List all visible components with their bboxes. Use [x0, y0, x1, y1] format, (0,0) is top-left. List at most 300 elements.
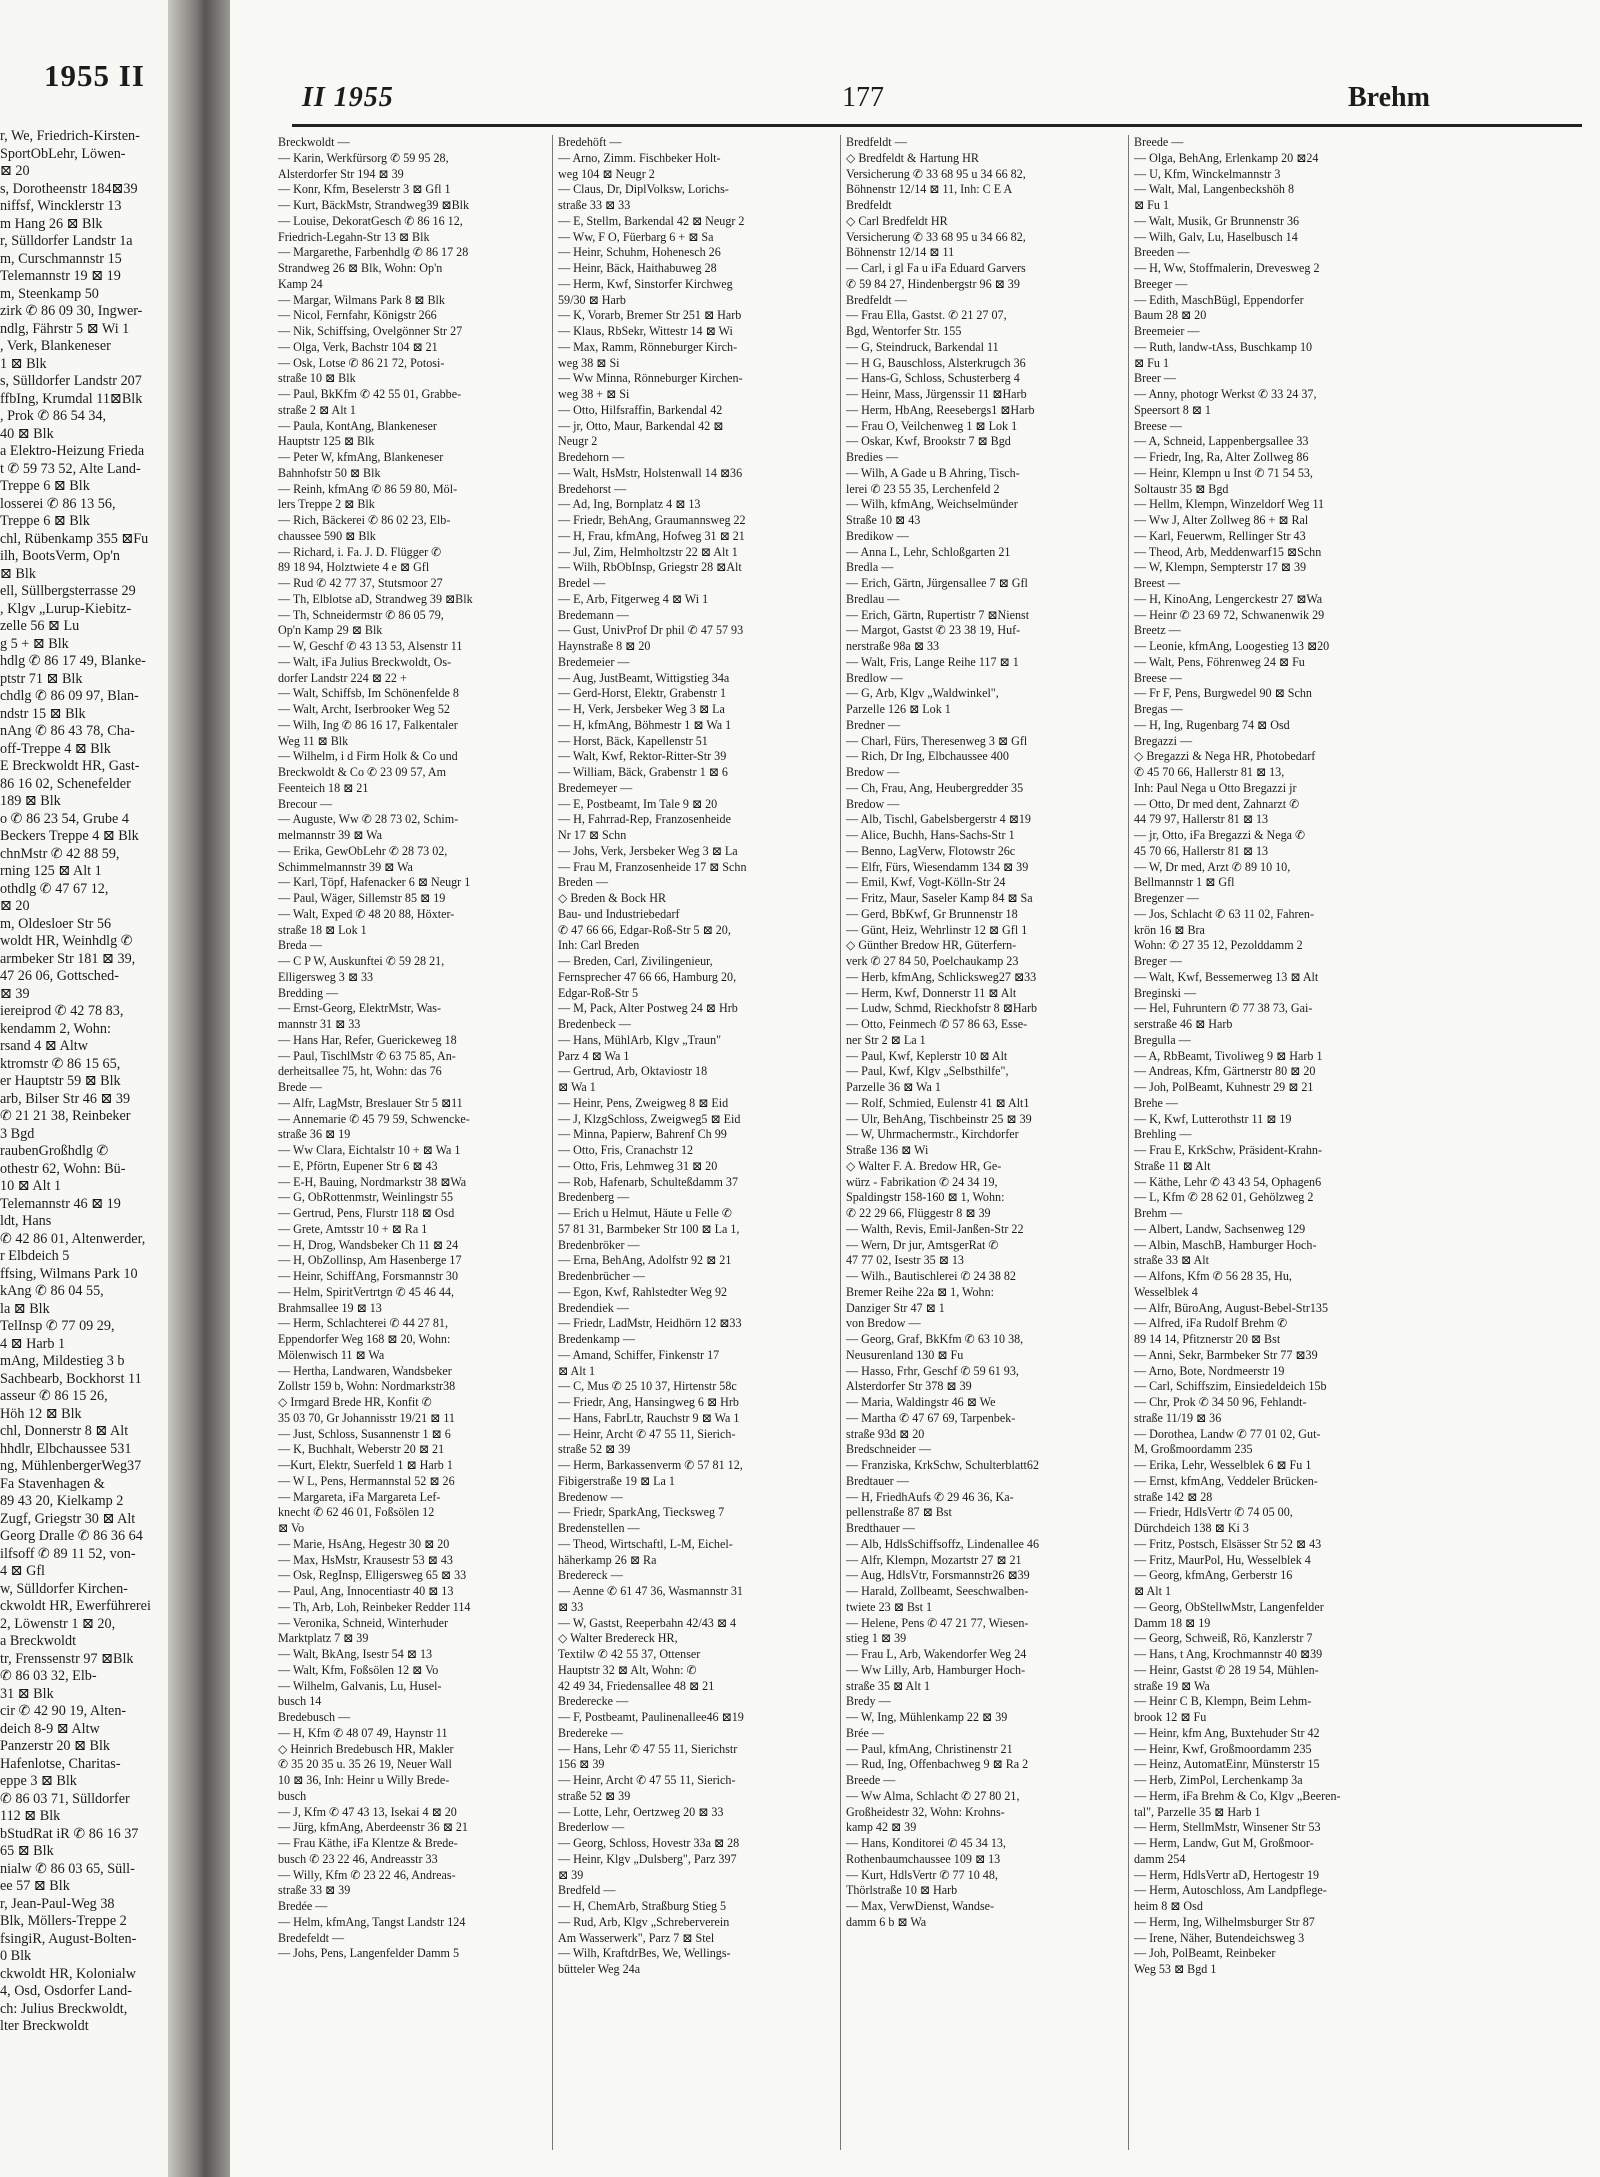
- left-page-entry-line: off-Treppe 4 ⊠ Blk: [0, 740, 111, 757]
- directory-entry-line: Parzelle 126 ⊠ Lok 1: [846, 702, 951, 716]
- directory-entry-line: — Elfr, Fürs, Wiesendamm 134 ⊠ 39: [846, 859, 1029, 874]
- directory-entry-line: Bredenbrücher —: [558, 1269, 645, 1283]
- directory-entry-line: Elligersweg 3 ⊠ 33: [278, 969, 374, 984]
- directory-entry-line: — Gust, UnivProf Dr phil ✆ 47 57 93: [558, 623, 744, 638]
- left-page-entry-line: 4 ⊠ Gfl: [0, 1563, 45, 1579]
- left-page-entry-line: 0 Blk: [0, 1948, 32, 1964]
- directory-entry-line: weg 38 + ⊠ Si: [558, 387, 630, 401]
- directory-entry-line: ◇ Walter Bredereck HR,: [558, 1631, 678, 1646]
- directory-entry-line: — Wilh, Galv, Lu, Haselbusch 14: [1134, 229, 1298, 244]
- directory-entry-line: — Walt, Schiffsb, Im Schönenfelde 8: [278, 686, 459, 701]
- directory-entry-line: — Paul, TischlMstr ✆ 63 75 85, An-: [278, 1048, 456, 1063]
- directory-entry-line: — E-H, Bauing, Nordmarkstr 38 ⊠Wa: [278, 1174, 467, 1189]
- left-page-entry-line: Blk, Möllers-Treppe 2: [0, 1913, 127, 1929]
- directory-entry-line: — Walt, Kwf, Rektor-Ritter-Str 39: [558, 749, 727, 764]
- left-page-entry-line: zirk ✆ 86 09 30, Ingwer-: [0, 303, 143, 319]
- directory-entry-line: — Walt, Kwf, Bessemerweg 13 ⊠ Alt: [1134, 969, 1319, 984]
- directory-entry-line: — Lotte, Lehr, Oertzweg 20 ⊠ 33: [558, 1804, 724, 1819]
- directory-entry-line: Breda —: [278, 938, 322, 953]
- directory-entry-line: — Nik, Schiffsing, Ovelgönner Str 27: [278, 324, 463, 338]
- left-page-entry-line: 3 Bgd: [0, 1125, 35, 1142]
- directory-entry-line: — Herm, Kwf, Sinstorfer Kirchweg: [558, 276, 733, 291]
- directory-entry-line: 45 70 66, Hallerstr 81 ⊠ 13: [1134, 843, 1269, 858]
- directory-entry-line: 42 49 34, Friedensallee 48 ⊠ 21: [558, 1678, 715, 1693]
- directory-entry-line: Breden —: [558, 875, 609, 890]
- directory-entry-line: — M, Pack, Alter Postweg 24 ⊠ Hrb: [558, 1001, 738, 1016]
- directory-entry-line: ◇ Irmgard Brede HR, Konfit ✆: [278, 1395, 432, 1409]
- directory-entry-line: — Chr, Prok ✆ 34 50 96, Fehlandt-: [1134, 1395, 1307, 1409]
- directory-entry-line: Thörlstraße 10 ⊠ Harb: [846, 1883, 958, 1898]
- directory-entry-line: tal", Parzelle 35 ⊠ Harb 1: [1134, 1804, 1261, 1819]
- left-page-entry-line: ndlg, Fährstr 5 ⊠ Wi 1: [0, 320, 130, 337]
- directory-entry-line: Breckwoldt —: [278, 135, 350, 149]
- directory-entry-line: Hauptstr 125 ⊠ Blk: [278, 434, 375, 449]
- directory-entry-line: — Frau E, KrkSchw, Präsident-Krahn-: [1134, 1143, 1322, 1157]
- left-page-entry-line: , Klgv „Lurup-Kiebitz-: [0, 600, 132, 617]
- left-page-entry-line: ilfsoff ✆ 89 11 52, von-: [0, 1545, 136, 1562]
- directory-entry-line: Bredfeldt —: [846, 135, 907, 149]
- directory-entry-line: — Hasso, Frhr, Geschf ✆ 59 61 93,: [846, 1363, 1019, 1378]
- directory-entry-line: — Erika, Lehr, Wesselblek 6 ⊠ Fu 1: [1134, 1458, 1312, 1472]
- directory-entry-line: — Th, Schneidermstr ✆ 86 05 79,: [278, 607, 444, 622]
- directory-entry-line: ⊠ Alt 1: [558, 1363, 596, 1378]
- directory-entry-line: — Theod, Arb, Meddenwarf15 ⊠Schn: [1134, 544, 1322, 559]
- directory-entry-line: — Benno, LagVerw, Flotowstr 26c: [846, 843, 1016, 858]
- directory-entry-line: Parzelle 36 ⊠ Wa 1: [846, 1080, 941, 1094]
- left-page-entry-line: 112 ⊠ Blk: [0, 1808, 61, 1824]
- directory-entry-line: — Gertrud, Pens, Flurstr 118 ⊠ Osd: [278, 1206, 455, 1220]
- column-divider: [552, 135, 553, 2150]
- directory-entry-line: — Max, Ramm, Rönneburger Kirch-: [558, 339, 738, 354]
- directory-entry-line: 156 ⊠ 39: [558, 1757, 605, 1772]
- directory-entry-line: Hauptstr 32 ⊠ Alt, Wohn: ✆: [558, 1662, 697, 1677]
- directory-entry-line: — J, Kfm ✆ 47 43 13, Isekai 4 ⊠ 20: [278, 1804, 457, 1819]
- left-page-entry-line: 31 ⊠ Blk: [0, 1685, 54, 1702]
- directory-entry-line: — Louise, DekoratGesch ✆ 86 16 12,: [278, 213, 463, 228]
- directory-entry-line: Nr 17 ⊠ Schn: [558, 828, 627, 842]
- directory-entry-line: — Harald, Zollbeamt, Seeschwalben-: [846, 1584, 1029, 1598]
- directory-entry-line: Baum 28 ⊠ 20: [1134, 308, 1207, 323]
- directory-entry-line: — Margot, Gastst ✆ 23 38 19, Huf-: [846, 623, 1021, 638]
- directory-entry-line: Inh: Paul Nega u Otto Bregazzi jr: [1134, 780, 1297, 795]
- column-divider: [840, 135, 841, 2150]
- directory-entry-line: — Wilh, kfmAng, Weichselmünder: [846, 497, 1018, 512]
- directory-entry-line: — Otto, Fris, Lehmweg 31 ⊠ 20: [558, 1158, 718, 1173]
- directory-entry-line: Bredikow —: [846, 528, 909, 543]
- directory-entry-line: — Maria, Waldingstr 46 ⊠ We: [846, 1395, 996, 1409]
- directory-entry-line: — Erna, BehAng, Adolfstr 92 ⊠ 21: [558, 1253, 732, 1268]
- directory-entry-line: — Ww Alma, Schlacht ✆ 27 80 21,: [846, 1788, 1020, 1803]
- directory-entry-line: — Georg, Schweiß, Rö, Kanzlerstr 7: [1134, 1631, 1313, 1646]
- directory-entry-line: — Th, Arb, Loh, Reinbeker Redder 114: [278, 1599, 471, 1614]
- directory-entry-line: — Otto, Feinmech ✆ 57 86 63, Esse-: [846, 1017, 1028, 1031]
- directory-entry-line: — Alb, HdlsSchiffsoffz, Lindenallee 46: [846, 1536, 1040, 1551]
- directory-entry-line: Speersort 8 ⊠ 1: [1134, 402, 1211, 417]
- directory-entry-line: — Anni, Sekr, Barmbeker Str 77 ⊠39: [1134, 1347, 1318, 1362]
- directory-entry-line: — Alfr, Klempn, Mozartstr 27 ⊠ 21: [846, 1552, 1022, 1567]
- directory-entry-line: Brederecke —: [558, 1694, 629, 1709]
- directory-entry-line: busch 14: [278, 1694, 322, 1709]
- directory-entry-line: Weg 11 ⊠ Blk: [278, 733, 349, 748]
- left-page-entry-line: s, Dorotheenstr 184⊠39: [0, 180, 138, 197]
- directory-entry-line: — Claus, Dr, DiplVolksw, Lorichs-: [558, 182, 729, 197]
- left-page-entry-line: ilh, BootsVerm, Op'n: [0, 548, 120, 564]
- directory-entry-line: ⊠ 33: [558, 1599, 584, 1614]
- column-3: [846, 135, 1116, 2155]
- directory-entry-line: — Ludw, Schmd, Rieckhofstr 8 ⊠Harb: [846, 1001, 1038, 1016]
- header-volume-year: II 1955: [302, 82, 394, 113]
- directory-entry-line: Straße 136 ⊠ Wi: [846, 1143, 929, 1157]
- directory-entry-line: — Walt, Mal, Langenbeckshöh 8: [1134, 182, 1295, 197]
- left-page-entry-line: othdlg ✆ 47 67 12,: [0, 880, 109, 897]
- directory-entry-line: Marktplatz 7 ⊠ 39: [278, 1631, 369, 1646]
- directory-entry-line: ◇ Carl Bredfeldt HR: [846, 213, 948, 228]
- directory-entry-line: — Frau Ella, Gastst. ✆ 21 27 07,: [846, 308, 1007, 323]
- directory-entry-line: — Margar, Wilmans Park 8 ⊠ Blk: [278, 292, 445, 307]
- directory-entry-line: Breckwoldt & Co ✆ 23 09 57, Am: [278, 765, 447, 779]
- directory-entry-line: — jr, Otto, Maur, Barkendal 42 ⊠: [558, 418, 724, 433]
- left-page-entry-line: ✆ 86 03 71, Sülldorfer: [0, 1790, 130, 1807]
- directory-entry-line: — Fritz, Maur, Saseler Kamp 84 ⊠ Sa: [846, 891, 1033, 905]
- left-page-entry-line: ✆ 42 86 01, Altenwerder,: [0, 1230, 146, 1247]
- directory-entry-line: Edgar-Roß-Str 5: [558, 985, 639, 1000]
- directory-entry-line: — H, kfmAng, Böhmestr 1 ⊠ Wa 1: [558, 717, 732, 732]
- directory-entry-line: — H, FriedhAufs ✆ 29 46 36, Ka-: [846, 1489, 1014, 1504]
- directory-entry-line: — W, Uhrmachermstr., Kirchdorfer: [846, 1127, 1019, 1142]
- directory-entry-line: Inh: Carl Breden: [558, 938, 640, 953]
- directory-entry-line: Strandweg 26 ⊠ Blk, Wohn: Op'n: [278, 261, 443, 275]
- directory-entry-line: Neugr 2: [558, 434, 598, 449]
- directory-entry-line: Haynstraße 8 ⊠ 20: [558, 639, 651, 653]
- directory-entry-line: ✆ 45 70 66, Hallerstr 81 ⊠ 13,: [1134, 765, 1285, 779]
- directory-entry-line: straße 10 ⊠ Blk: [278, 371, 356, 386]
- left-page-entry-line: nialw ✆ 86 03 65, Süll-: [0, 1860, 135, 1877]
- directory-entry-line: — J, KlzgSchloss, Zweigweg5 ⊠ Eid: [558, 1111, 741, 1126]
- directory-entry-line: — Paul, kfmAng, Christinenstr 21: [846, 1741, 1013, 1756]
- directory-entry-line: Neusurenland 130 ⊠ Fu: [846, 1347, 964, 1362]
- directory-entry-line: pellenstraße 87 ⊠ Bst: [846, 1505, 952, 1520]
- directory-entry-line: — Albert, Landw, Sachsenweg 129: [1134, 1221, 1306, 1236]
- directory-entry-line: — Wilh, RbObInsp, Griegstr 28 ⊠Alt: [558, 560, 742, 575]
- left-page-entry-line: la ⊠ Blk: [0, 1300, 50, 1317]
- directory-entry-line: — Rob, Hafenarb, Schulteßdamm 37: [558, 1174, 739, 1189]
- directory-entry-line: — Aug, JustBeamt, Wittigstieg 34a: [558, 670, 730, 685]
- directory-entry-line: bütteler Weg 24a: [558, 1962, 641, 1976]
- directory-entry-line: — Nicol, Fernfahr, Königstr 266: [278, 308, 437, 323]
- left-page-entry-line: chdlg ✆ 86 09 97, Blan-: [0, 688, 139, 704]
- directory-entry-line: — Paula, KontAng, Blankeneser: [278, 418, 437, 433]
- directory-entry-line: straße 142 ⊠ 28: [1134, 1489, 1213, 1504]
- directory-entry-line: — Frau M, Franzosenheide 17 ⊠ Schn: [558, 859, 747, 874]
- directory-entry-line: — Annemarie ✆ 45 79 59, Schwencke-: [278, 1111, 470, 1126]
- directory-entry-line: — Heinr, Kwf, Großmoordamm 235: [1134, 1741, 1312, 1756]
- left-page-entry-line: Fa Stavenhagen &: [0, 1475, 105, 1492]
- directory-entry-line: — Heinz, AutomatEinr, Münsterstr 15: [1134, 1757, 1320, 1772]
- directory-entry-line: — Hertha, Landwaren, Wandsbeker: [278, 1363, 452, 1378]
- column-1: [278, 135, 548, 2155]
- directory-entry-line: Bredehorn —: [558, 450, 625, 464]
- directory-entry-line: Bredy —: [846, 1694, 891, 1709]
- directory-entry-line: ⊠ Vo: [278, 1521, 305, 1535]
- directory-entry-line: 59/30 ⊠ Harb: [558, 292, 626, 307]
- directory-entry-line: — Wilh, Ing ✆ 86 16 17, Falkentaler: [278, 717, 458, 732]
- directory-entry-line: — Charl, Fürs, Theresenweg 3 ⊠ Gfl: [846, 733, 1028, 748]
- left-page-entry-line: g 5 + ⊠ Blk: [0, 635, 69, 652]
- directory-entry-line: 89 14 14, Pfitznerstr 20 ⊠ Bst: [1134, 1332, 1281, 1346]
- directory-entry-line: derheitsallee 75, ht, Wohn: das 76: [278, 1064, 442, 1079]
- directory-entry-line: — Alfons, Kfm ✆ 56 28 35, Hu,: [1134, 1269, 1292, 1283]
- left-page-entry-line: 1 ⊠ Blk: [0, 355, 47, 372]
- left-page-entry-line: Telemannstr 19 ⊠ 19: [0, 268, 121, 284]
- directory-entry-line: Straße 11 ⊠ Alt: [1134, 1158, 1211, 1173]
- left-page-entry-line: m, Curschmannstr 15: [0, 250, 122, 267]
- directory-entry-line: straße 19 ⊠ Wa: [1134, 1678, 1210, 1693]
- directory-entry-line: — Theod, Wirtschaftl, L-M, Eichel-: [558, 1536, 733, 1551]
- directory-entry-line: — Friedr, SparkAng, Tiecksweg 7: [558, 1505, 725, 1520]
- directory-entry-line: Bregazzi —: [1134, 733, 1193, 748]
- directory-entry-line: — Albin, MaschB, Hamburger Hoch-: [1134, 1237, 1317, 1252]
- directory-entry-line: Wesselblek 4: [1134, 1284, 1198, 1299]
- directory-entry-line: Am Wasserwerk", Parz 7 ⊠ Stel: [558, 1930, 715, 1945]
- directory-entry-line: Alsterdorfer Str 378 ⊠ 39: [846, 1379, 972, 1394]
- directory-entry-line: ◇ Bregazzi & Nega HR, Photobedarf: [1134, 749, 1316, 764]
- directory-entry-line: straße 33 ⊠ Alt: [1134, 1253, 1209, 1268]
- directory-entry-line: lerei ✆ 23 55 35, Lerchenfeld 2: [846, 481, 1000, 496]
- left-page-entry-line: cir ✆ 42 90 19, Alten-: [0, 1703, 127, 1719]
- directory-entry-line: — Carl, Schiffszim, Einsiedeldeich 15b: [1134, 1379, 1327, 1394]
- column-4: [1134, 135, 1404, 2155]
- directory-entry-line: — Hans, Lehr ✆ 47 55 11, Sierichstr: [558, 1741, 738, 1756]
- left-page-entry-line: 47 26 06, Gottsched-: [0, 968, 120, 984]
- directory-entry-line: — Alfred, iFa Rudolf Brehm ✆: [1134, 1316, 1288, 1331]
- left-page-entry-line: eppe 3 ⊠ Blk: [0, 1773, 77, 1789]
- directory-entry-line: straße 33 ⊠ 39: [278, 1883, 351, 1898]
- directory-entry-line: Bredenkamp —: [558, 1332, 635, 1346]
- directory-entry-line: ◇ Bredfeldt & Hartung HR: [846, 150, 979, 165]
- directory-entry-line: — Heinr, Klgv „Dulsberg", Parz 397: [558, 1851, 737, 1866]
- directory-entry-line: — Walt, Fris, Lange Reihe 117 ⊠ 1: [846, 654, 1019, 669]
- directory-entry-line: lers Treppe 2 ⊠ Blk: [278, 497, 375, 512]
- directory-entry-line: — L, Kfm ✆ 28 62 01, Gehölzweg 2: [1134, 1190, 1314, 1205]
- left-page-entry-line: , Verk, Blankeneser: [0, 338, 111, 354]
- left-page-entry-line: 40 ⊠ Blk: [0, 425, 54, 442]
- directory-entry-line: — Ad, Ing, Bornplatz 4 ⊠ 13: [558, 497, 701, 512]
- directory-entry-line: — Herm, Kwf, Donnerstr 11 ⊠ Alt: [846, 985, 1017, 1000]
- directory-entry-line: — Hans, FabrLtr, Rauchstr 9 ⊠ Wa 1: [558, 1410, 740, 1425]
- directory-entry-line: weg 38 ⊠ Si: [558, 355, 620, 370]
- directory-entry-line: — E, Arb, Fitgerweg 4 ⊠ Wi 1: [558, 591, 709, 606]
- directory-entry-line: — Osk, Lotse ✆ 86 21 72, Potosi-: [278, 355, 445, 370]
- directory-entry-line: — W, Klempn, Sempterstr 17 ⊠ 39: [1134, 560, 1307, 575]
- directory-entry-line: — Herm, HbAng, Reesebergs1 ⊠Harb: [846, 402, 1035, 417]
- directory-entry-line: — Herm, Landw, Gut M, Großmoor-: [1134, 1836, 1314, 1850]
- column-divider: [1128, 135, 1129, 2150]
- directory-page: [230, 0, 1600, 2177]
- header-catchword: Brehm: [1348, 82, 1430, 113]
- header-rule: [292, 124, 1582, 127]
- directory-entry-line: — Heinr, Archt ✆ 47 55 11, Sierich-: [558, 1773, 736, 1787]
- directory-entry-line: — Fr F, Pens, Burgwedel 90 ⊠ Schn: [1134, 686, 1312, 701]
- directory-entry-line: Bredée —: [278, 1899, 328, 1913]
- directory-entry-line: — Hans, MühlArb, Klgv „Traun": [558, 1032, 722, 1047]
- directory-entry-line: Textilw ✆ 42 55 37, Ottenser: [558, 1647, 701, 1661]
- directory-entry-line: — Minna, Papierw, Bahrenf Ch 99: [558, 1127, 727, 1142]
- directory-entry-line: — Heinr, Mass, Jürgenssir 11 ⊠Harb: [846, 387, 1027, 401]
- directory-entry-line: — Ernst, kfmAng, Veddeler Brücken-: [1134, 1473, 1318, 1488]
- left-page-entry-line: Telemannstr 46 ⊠ 19: [0, 1195, 121, 1212]
- directory-entry-line: Wohn: ✆ 27 35 12, Pezolddamm 2: [1134, 938, 1303, 953]
- left-page-entry-line: SportObLehr, Löwen-: [0, 145, 126, 162]
- directory-entry-line: — Kurt, HdlsVertr ✆ 77 10 48,: [846, 1867, 998, 1882]
- directory-entry-line: — Wilh, A Gade u B Ahring, Tisch-: [846, 465, 1020, 480]
- directory-entry-line: — K, Kwf, Lutterothstr 11 ⊠ 19: [1134, 1111, 1292, 1126]
- left-page-entry-line: m, Oldesloer Str 56: [0, 915, 112, 932]
- directory-entry-line: — Ww J, Alter Zollweg 86 + ⊠ Ral: [1134, 513, 1309, 527]
- directory-entry-line: — Walt, Exped ✆ 48 20 88, Höxter-: [278, 906, 455, 921]
- directory-entry-line: — Arno, Bote, Nordmeerstr 19: [1134, 1363, 1285, 1378]
- directory-entry-line: — W, Ing, Mühlenkamp 22 ⊠ 39: [846, 1710, 1008, 1724]
- directory-entry-line: Brederlow —: [558, 1820, 625, 1835]
- directory-entry-line: ✆ 35 20 35 u. 35 26 19, Neuer Wall: [278, 1757, 452, 1772]
- directory-entry-line: Breeden —: [1134, 245, 1190, 260]
- directory-entry-line: — Veronika, Schneid, Winterhuder: [278, 1615, 449, 1630]
- directory-entry-line: — Ch, Frau, Ang, Heubergredder 35: [846, 780, 1024, 795]
- directory-entry-line: — Otto, Dr med dent, Zahnarzt ✆: [1134, 796, 1300, 811]
- directory-entry-line: ✆ 22 29 66, Flüggestr 8 ⊠ 39: [846, 1206, 991, 1220]
- directory-entry-line: knecht ✆ 62 46 01, Foßsölen 12: [278, 1505, 435, 1520]
- directory-entry-line: — Olga, Verk, Bachstr 104 ⊠ 21: [278, 339, 438, 354]
- left-page-entry-line: Hafenlotse, Charitas-: [0, 1755, 121, 1772]
- directory-entry-line: — jr, Otto, iFa Bregazzi & Nega ✆: [1134, 828, 1306, 842]
- directory-entry-line: — Egon, Kwf, Rahlstedter Weg 92: [558, 1284, 728, 1299]
- directory-entry-line: — Hans, t Ang, Krochmannstr 40 ⊠39: [1134, 1647, 1323, 1661]
- directory-entry-line: Bredschneider —: [846, 1442, 931, 1457]
- left-page-entry-line: tr, Frenssenstr 97 ⊠Blk: [0, 1650, 134, 1667]
- left-page-entry-line: t ✆ 59 73 52, Alte Land-: [0, 460, 141, 477]
- directory-entry-line: — K, Vorarb, Bremer Str 251 ⊠ Harb: [558, 308, 742, 323]
- directory-entry-line: Straße 10 ⊠ 43: [846, 513, 921, 527]
- directory-entry-line: — Otto, Hilfsraffin, Barkendal 42: [558, 402, 723, 417]
- directory-entry-line: Breger —: [1134, 954, 1183, 968]
- left-page-entry-line: ckwoldt HR, Kolonialw: [0, 1965, 136, 1982]
- directory-entry-line: — Johs, Verk, Jersbeker Weg 3 ⊠ La: [558, 843, 738, 858]
- left-page-entry-line: s, Sülldorfer Landstr 207: [0, 373, 142, 389]
- directory-entry-line: — H, Drog, Wandsbeker Ch 11 ⊠ 24: [278, 1237, 459, 1252]
- left-page-entry-line: Sachbearb, Bockhorst 11: [0, 1370, 142, 1387]
- directory-entry-line: Bremer Reihe 22a ⊠ 1, Wohn:: [846, 1284, 994, 1299]
- directory-entry-line: Breest —: [1134, 576, 1181, 590]
- directory-entry-line: — Richard, i. Fa. J. D. Flügger ✆: [278, 544, 442, 559]
- directory-entry-line: Kamp 24: [278, 276, 323, 291]
- directory-entry-line: Böhnenstr 12/14 ⊠ 11, Inh: C E A: [846, 182, 1013, 197]
- directory-entry-line: — Frau O, Veilchenweg 1 ⊠ Lok 1: [846, 418, 1018, 433]
- directory-entry-line: — Herm, Ing, Wilhelmsburger Str 87: [1134, 1914, 1315, 1929]
- directory-entry-line: — Breden, Carl, Zivilingenieur,: [558, 954, 713, 968]
- left-page-entry-line: Zugf, Griegstr 30 ⊠ Alt: [0, 1510, 136, 1527]
- directory-entry-line: Eppendorfer Weg 168 ⊠ 20, Wohn:: [278, 1332, 451, 1346]
- directory-entry-line: — W, Gastst, Reeperbahn 42/43 ⊠ 4: [558, 1615, 737, 1630]
- left-page-entry-line: o ✆ 86 23 54, Grube 4: [0, 810, 129, 827]
- directory-entry-line: — Ww Clara, Eichtalstr 10 + ⊠ Wa 1: [278, 1143, 461, 1157]
- directory-entry-line: Brée —: [846, 1725, 884, 1740]
- directory-entry-line: — Günt, Heiz, Wehrlinstr 12 ⊠ Gfl 1: [846, 922, 1028, 937]
- left-page-entry-line: Georg Dralle ✆ 86 36 64: [0, 1528, 143, 1544]
- directory-entry-line: 89 18 94, Holztwiete 4 e ⊠ Gfl: [278, 560, 430, 575]
- directory-entry-line: — Kurt, BäckMstr, Strandweg39 ⊠Blk: [278, 198, 470, 212]
- left-page-entry-line: 189 ⊠ Blk: [0, 793, 61, 809]
- directory-entry-line: Schimmelmannstr 39 ⊠ Wa: [278, 859, 413, 874]
- directory-entry-line: melmannstr 39 ⊠ Wa: [278, 828, 382, 842]
- directory-entry-line: Bredehöft —: [558, 135, 622, 149]
- left-page-entry-line: ch: Julius Breckwoldt,: [0, 2000, 128, 2017]
- directory-entry-line: 44 79 97, Hallerstr 81 ⊠ 13: [1134, 812, 1269, 827]
- left-page-entry-line: ✆ 86 03 32, Elb-: [0, 1668, 97, 1684]
- directory-entry-line: — Reinh, kfmAng ✆ 86 59 80, Möl-: [278, 481, 458, 496]
- left-page-entry-line: raubenGroßhdlg ✆: [0, 1143, 109, 1159]
- directory-entry-line: Bredner —: [846, 717, 901, 732]
- directory-entry-line: straße 11/19 ⊠ 36: [1134, 1410, 1222, 1425]
- directory-entry-line: 47 77 02, Isestr 35 ⊠ 13: [846, 1253, 964, 1268]
- directory-entry-line: Bredthauer —: [846, 1521, 915, 1535]
- directory-entry-line: — Ww Lilly, Arb, Hamburger Hoch-: [846, 1662, 1026, 1677]
- directory-entry-line: — Georg, Schloss, Hovestr 33a ⊠ 28: [558, 1836, 740, 1850]
- left-page-entry-line: ffsing, Wilmans Park 10: [0, 1265, 138, 1282]
- directory-entry-line: — Auguste, Ww ✆ 28 73 02, Schim-: [278, 812, 459, 827]
- directory-entry-line: Bredemeyer —: [558, 780, 633, 795]
- directory-entry-line: Breemeier —: [1134, 324, 1200, 338]
- directory-entry-line: Bredendiek —: [558, 1300, 629, 1315]
- directory-entry-line: — Oskar, Kwf, Brookstr 7 ⊠ Bgd: [846, 434, 1011, 449]
- directory-entry-line: Spaldingstr 158-160 ⊠ 1, Wohn:: [846, 1190, 1005, 1205]
- left-page-entry-line: Höh 12 ⊠ Blk: [0, 1405, 82, 1422]
- directory-entry-line: — Olga, BehAng, Erlenkamp 20 ⊠24: [1134, 150, 1319, 165]
- directory-entry-line: — Georg, kfmAng, Gerberstr 16: [1134, 1568, 1293, 1583]
- directory-entry-line: — Hans-G, Schloss, Schusterberg 4: [846, 371, 1020, 386]
- directory-entry-line: Bredlau —: [846, 591, 900, 606]
- directory-entry-line: — H, Ing, Rugenbarg 74 ⊠ Osd: [1134, 717, 1290, 732]
- directory-entry-line: — Hellm, Klempn, Winzeldorf Weg 11: [1134, 497, 1325, 512]
- directory-entry-line: dorfer Landstr 224 ⊠ 22 +: [278, 670, 407, 685]
- directory-entry-line: — Heinr, Klempn u Inst ✆ 71 54 53,: [1134, 465, 1313, 480]
- left-page-header: 1955 II: [44, 58, 145, 93]
- directory-entry-line: Bregas —: [1134, 702, 1183, 716]
- directory-entry-line: — Alb, Tischl, Gabelsbergerstr 4 ⊠19: [846, 812, 1031, 827]
- directory-entry-line: busch: [278, 1788, 307, 1803]
- directory-entry-line: — Herm, iFa Brehm & Co, Klgv „Beeren-: [1134, 1788, 1341, 1803]
- directory-entry-line: Bredlow —: [846, 670, 903, 685]
- directory-entry-line: — Johs, Pens, Langenfelder Damm 5: [278, 1946, 460, 1961]
- directory-entry-line: — Anna L, Lehr, Schloßgarten 21: [846, 544, 1011, 559]
- directory-entry-line: Bredenberg —: [558, 1190, 630, 1205]
- directory-entry-line: Fibigerstraße 19 ⊠ La 1: [558, 1473, 675, 1488]
- directory-entry-line: — Herm, StellmMstr, Winsener Str 53: [1134, 1820, 1321, 1835]
- directory-entry-line: — Jürg, kfmAng, Aberdeenstr 36 ⊠ 21: [278, 1820, 468, 1835]
- left-page-entry-line: armbeker Str 181 ⊠ 39,: [0, 950, 136, 967]
- directory-entry-line: — Walt, Archt, Iserbrooker Weg 52: [278, 702, 450, 716]
- left-page-entry-line: r, We, Friedrich-Kirsten-: [0, 128, 140, 144]
- directory-entry-line: — Georg, Graf, BkKfm ✆ 63 10 38,: [846, 1332, 1024, 1346]
- directory-entry-line: Breede —: [846, 1773, 896, 1787]
- directory-entry-line: — Gerd, BbKwf, Gr Brunnenstr 18: [846, 906, 1018, 921]
- directory-entry-line: Bregenzer —: [1134, 891, 1199, 905]
- left-page-entry-line: rsand 4 ⊠ Altw: [0, 1038, 88, 1054]
- directory-entry-line: — F, Postbeamt, Paulinenallee46 ⊠19: [558, 1710, 744, 1724]
- directory-entry-line: — Herm, Autoschloss, Am Landpflege-: [1134, 1883, 1327, 1898]
- left-page-entry-line: 86 16 02, Schenefelder: [0, 775, 131, 792]
- left-page-entry-line: chl, Rübenkamp 355 ⊠Fu: [0, 530, 149, 547]
- directory-entry-line: damm 6 b ⊠ Wa: [846, 1914, 927, 1929]
- directory-entry-line: — W, Dr med, Arzt ✆ 89 10 10,: [1134, 859, 1291, 874]
